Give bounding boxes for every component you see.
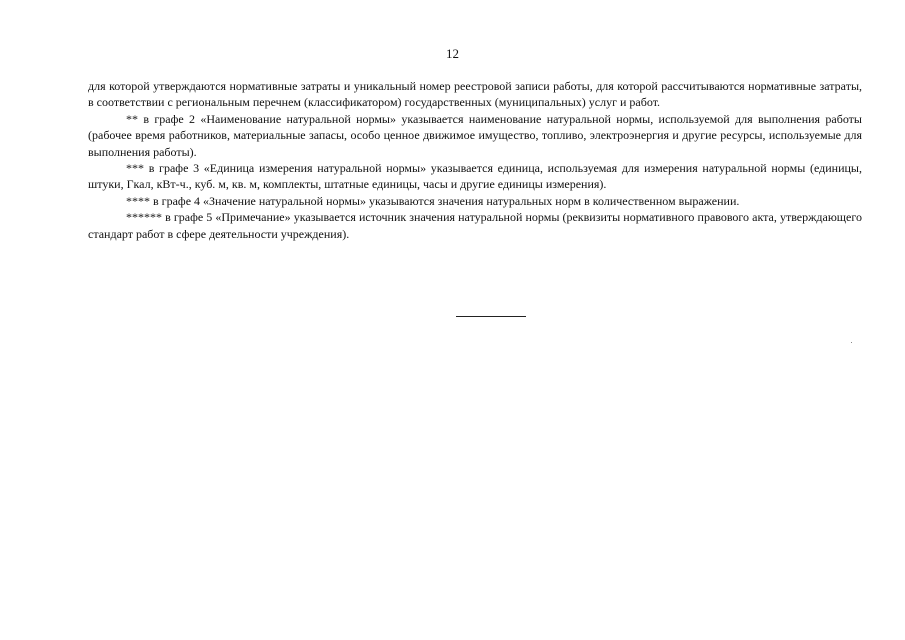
end-of-document-rule: [456, 316, 526, 317]
document-body: [88, 78, 862, 242]
footnote-graph-3: *** в графе 3 «Единица измерения натуральной нормы» указывается единица, используемая для измерения натуральной нормы (единицы, штуки, Гкал, кВт-ч., куб. м, кв. м, комплекты, штатные единицы, часы и другие единицы измерения).: [88, 161, 862, 192]
page-number: 12: [446, 46, 459, 61]
footnote-graph-2: ** в графе 2 «Наименование натуральной нормы» указывается наименование натуральной нормы, используемой для выполнения работы (рабочее время работников, материальные запасы, особо ценное движимое имущество, топливо, электроэнергия и другие ресурсы, используемые для выполнения работы).: [88, 111, 862, 159]
footnote-graph-5: ****** в графе 5 «Примечание» указывается источник значения натуральной нормы (реквизиты нормативного правового акта, утверждающего стандарт работ в сфере деятельности учреждения).: [88, 210, 862, 241]
end-rule-segment: [500, 316, 526, 317]
paragraph-continuation: для которой утверждаются нормативные затраты и уникальный номер реестровой записи работы, для которой рассчитываются нормативные затраты, в соответствии с региональным перечнем (классификатором) государственных (муниципальных) услуг и работ.: [88, 79, 862, 110]
footnote-graph-4: **** в графе 4 «Значение натуральной нормы» указываются значения натуральных норм в количественном выражении.: [126, 193, 740, 208]
scan-speck: [851, 342, 852, 343]
